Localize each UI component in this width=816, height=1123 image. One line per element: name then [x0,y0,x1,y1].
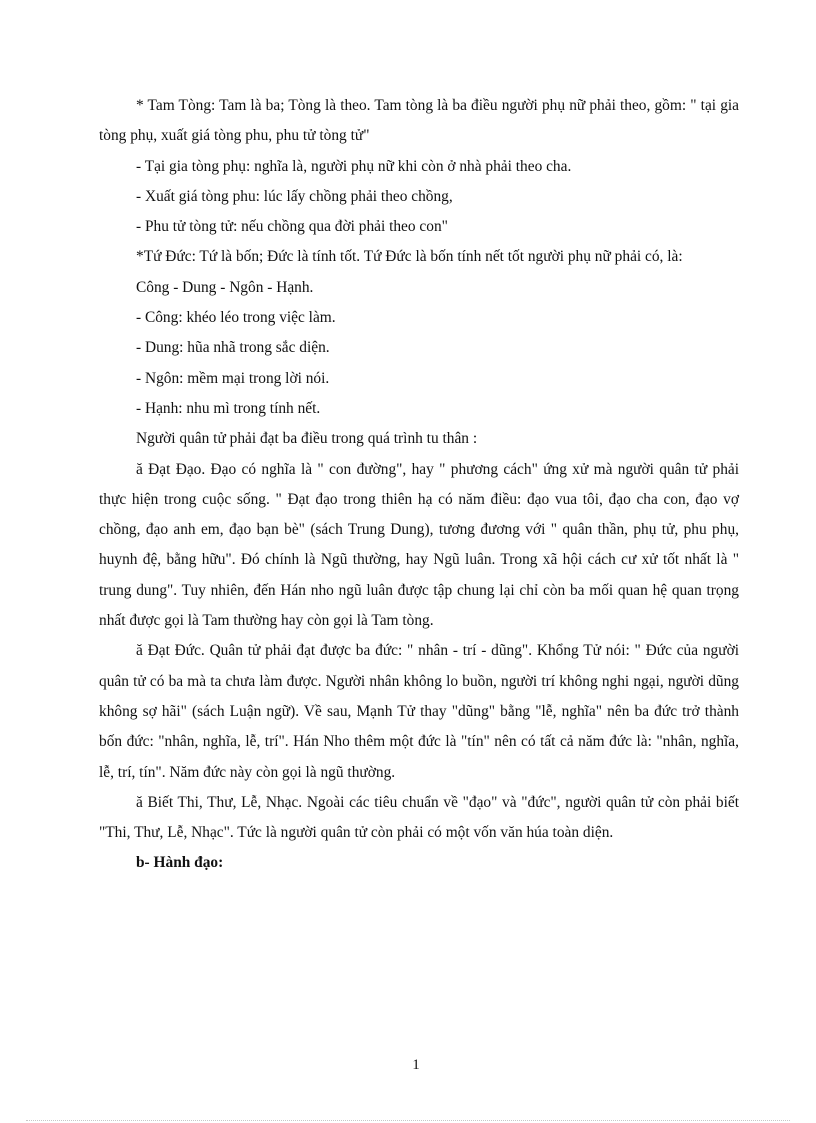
document-body [99,91,739,879]
paragraph-tam-tong: * Tam Tòng: Tam là ba; Tòng là theo. Tam tòng là ba điều người phụ nữ phải theo, gồm: " tại gia tòng phụ, xuất giá tòng phu, phu tử tòng tử" [99,97,739,145]
paragraph-quan-tu-intro: Người quân tử phải đạt ba điều trong quá trình tu thân : [136,430,478,448]
page-bottom-rule [26,1120,790,1121]
list-item-phu-tu: - Phu tử tòng tử: nếu chồng qua đời phải theo con" [136,218,448,236]
paragraph-dat-duc: ă Đạt Đức. Quân tử phải đạt được ba đức: " nhân - trí - dũng". Khổng Tử nói: " Đức của người quân tử có ba mà ta chưa làm được. Người nhân không lo buồn, người trí không nghi ngại, người dũng không sợ hãi" (sách Luận ngữ). Về sau, Mạnh Tử thay "dũng" bằng "lễ, nghĩa" nên ba đức trở thành bốn đức: "nhân, nghĩa, lễ, trí". Hán Nho thêm một đức là "tín" nên có tất cả năm đức là: "nhân, nghĩa, lễ, trí, tín". Năm đức này còn gọi là ngũ thường. [99,642,739,781]
list-item-ngon: - Ngôn: mềm mại trong lời nói. [136,369,330,387]
paragraph-cong-dung-ngon-hanh: Công - Dung - Ngôn - Hạnh. [136,278,314,296]
list-item-cong: - Công: khéo léo trong việc làm. [136,309,336,327]
paragraph-dat-dao: ă Đạt Đạo. Đạo có nghĩa là " con đường", hay " phương cách" ứng xử mà người quân tử phải thực hiện trong cuộc sống. " Đạt đạo trong thiên hạ có năm điều: đạo vua tôi, đạo cha con, đạo vợ chồng, đạo anh em, đạo bạn bè" (sách Trung Dung), tương đương với " quân thần, phụ tử, phu phụ, huynh đệ, bằng hữu". Đó chính là Ngũ thường, hay Ngũ luân. Trong xã hội cách cư xử tốt nhất là " trung dung". Tuy nhiên, đến Hán nho ngũ luân được tập chung lại chỉ còn ba mối quan hệ quan trọng nhất được gọi là Tam thường hay còn gọi là Tam tòng. [99,460,739,630]
section-heading: b- Hành đạo: [136,854,224,872]
paragraph-tu-duc: *Tứ Đức: Tứ là bốn; Đức là tính tốt. Tứ Đức là bốn tính nết tốt người phụ nữ phải có, là: [136,248,683,266]
list-item-tai-gia: - Tại gia tòng phụ: nghĩa là, người phụ nữ khi còn ở nhà phải theo cha. [136,157,572,175]
paragraph-thi-thu-le-nhac: ă Biết Thi, Thư, Lễ, Nhạc. Ngoài các tiêu chuẩn về "đạo" và "đức", người quân tử còn phải biết "Thi, Thư, Lễ, Nhạc". Tức là người quân tử còn phải có một vốn văn húa toàn diện. [99,793,739,842]
list-item-xuat-gia: - Xuất giá tòng phu: lúc lấy chồng phải theo chồng, [136,187,453,205]
list-item-dung: - Dung: hũa nhã trong sắc diện. [136,339,330,357]
list-item-hanh: - Hạnh: nhu mì trong tính nết. [136,399,321,417]
page-number: 1 [412,1057,420,1073]
